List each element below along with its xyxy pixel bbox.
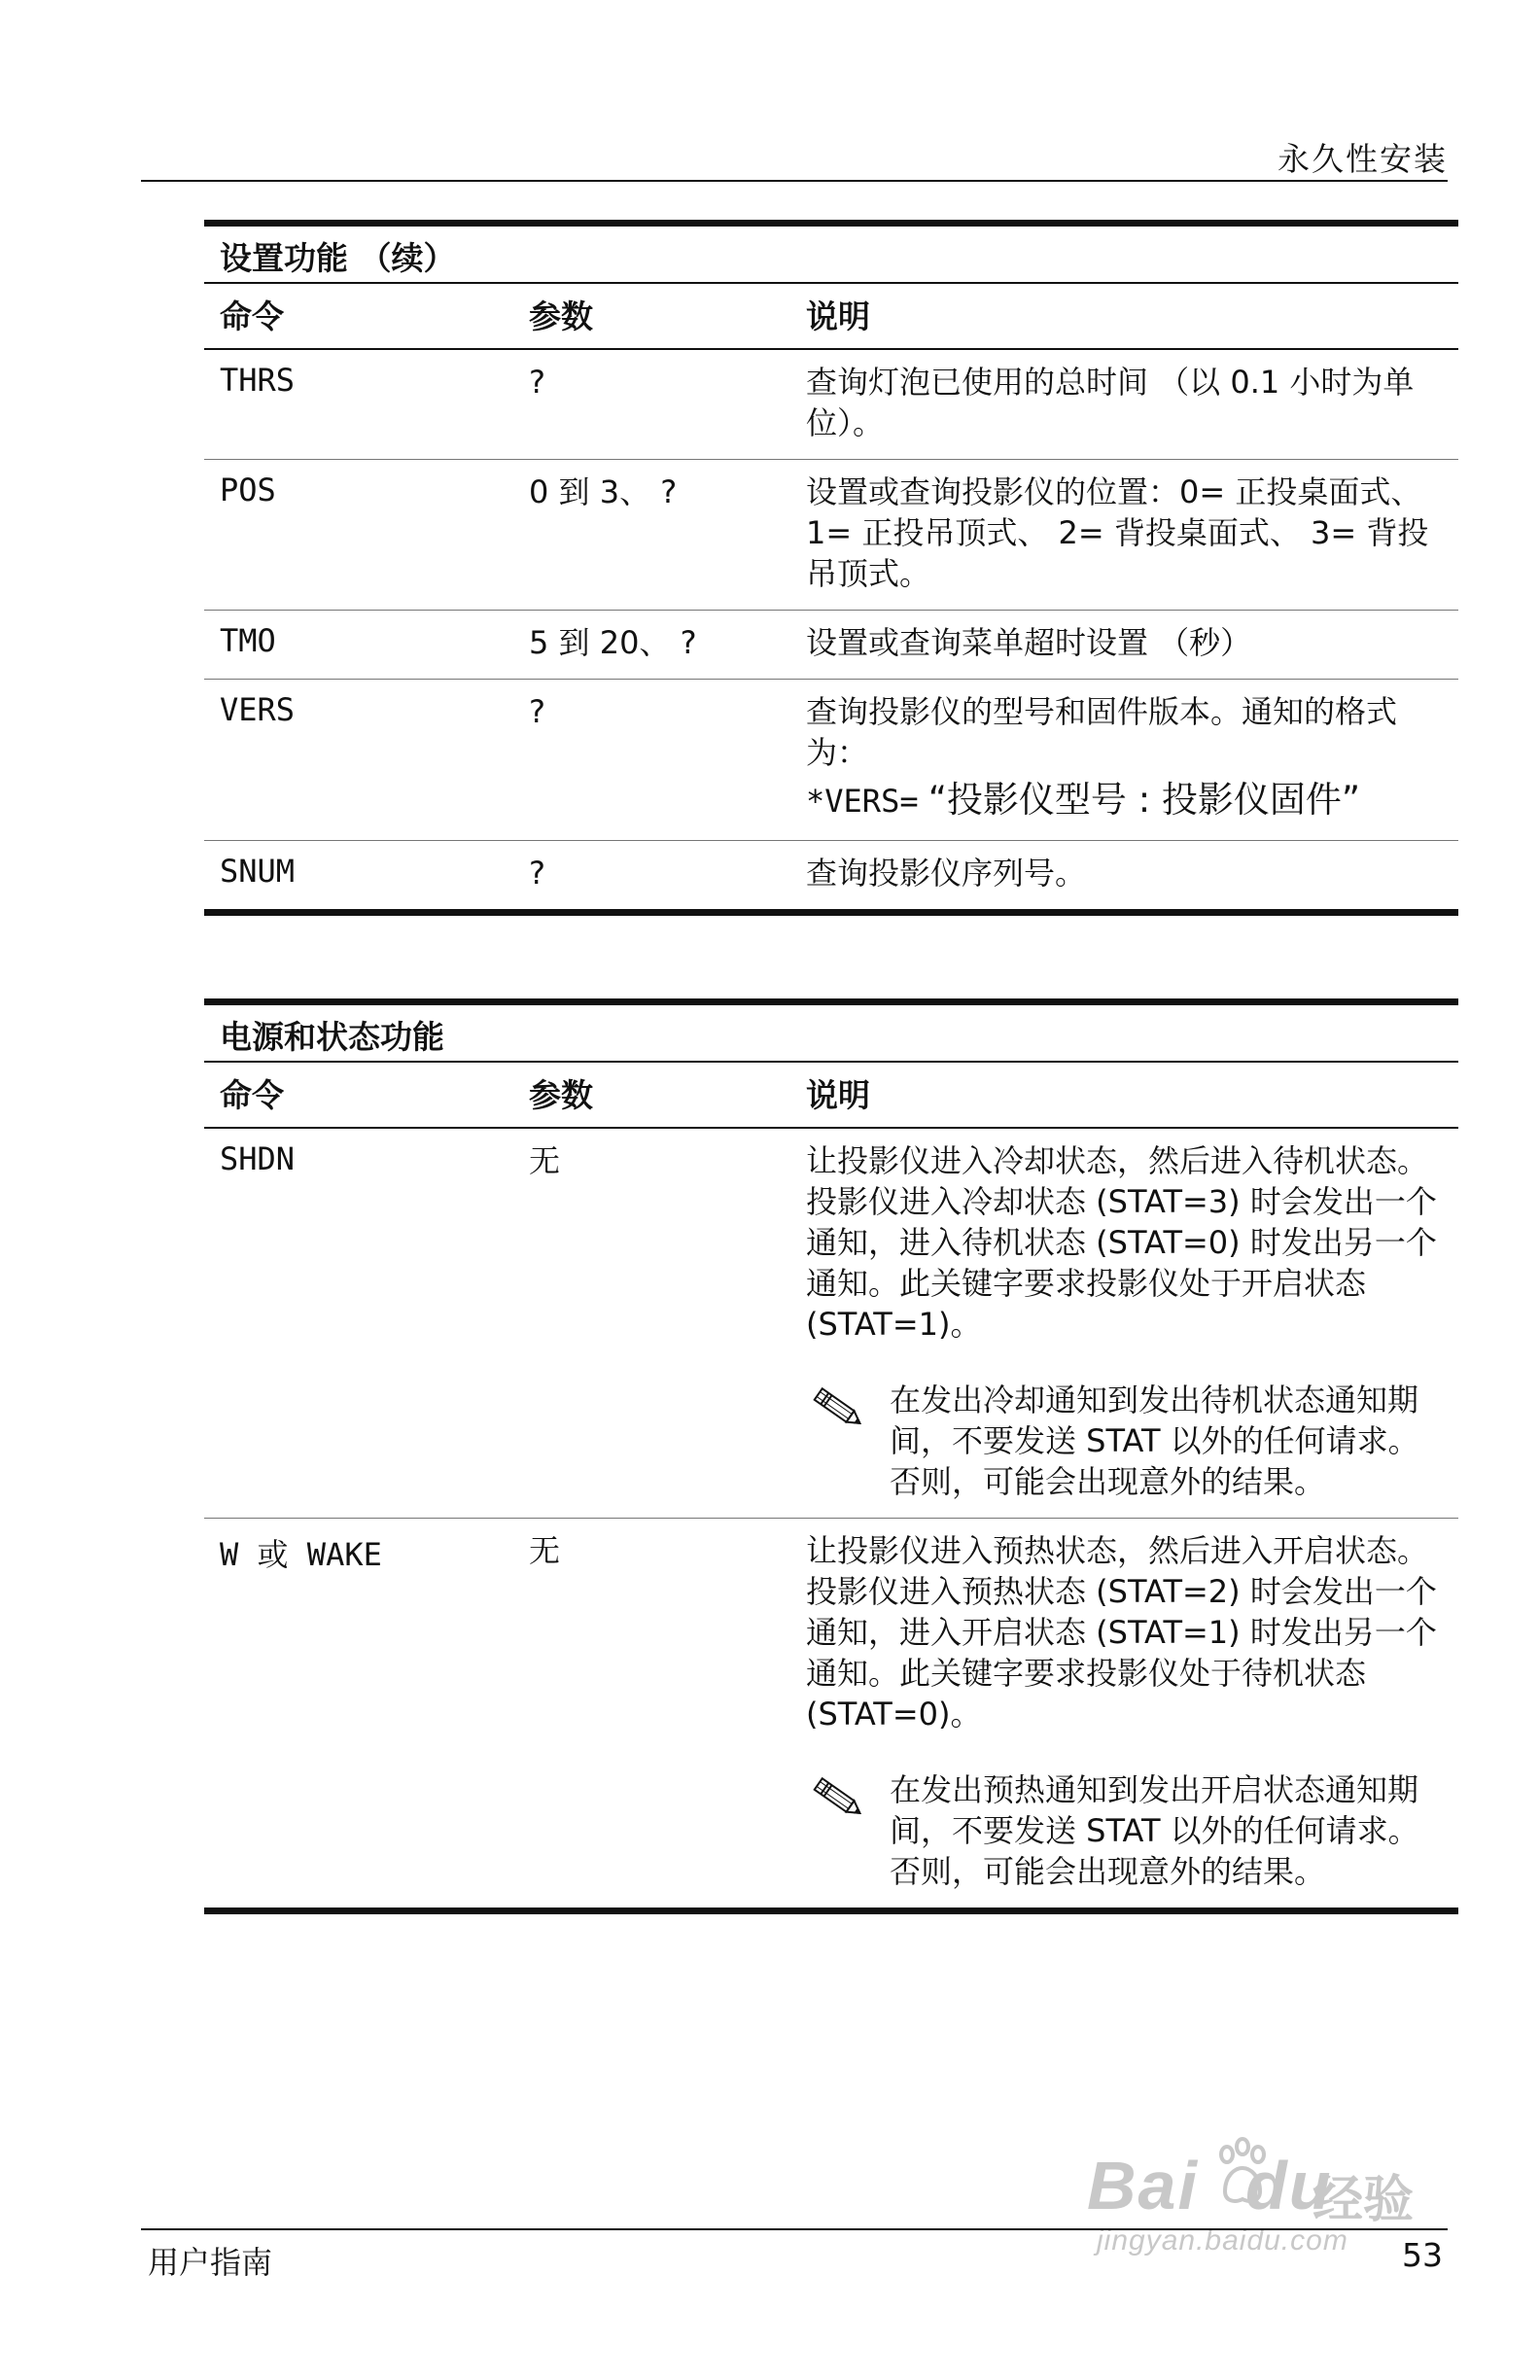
command-cell: TMO: [220, 622, 276, 659]
command-cell: SNUM: [220, 853, 296, 890]
table-row: [204, 1129, 1458, 1519]
paw-icon: [1213, 2137, 1272, 2220]
param-cell: ?: [529, 693, 545, 730]
format-line: [806, 777, 1445, 824]
description-cell: [806, 1129, 1458, 1518]
description-cell: [806, 1519, 1458, 1908]
power-status-table: [204, 998, 1458, 1914]
param-cell: ?: [529, 364, 545, 401]
column-header-description: 说明: [806, 298, 870, 335]
table-title: 设置功能 （续）: [204, 220, 1458, 284]
description-cell: 设置或查询投影仪的位置：0= 正投桌面式、 1= 正投吊顶式、 2= 背投桌面式、 3= 背投吊顶式。: [806, 473, 1429, 592]
param-cell: ?: [529, 855, 545, 892]
table-header: [204, 1063, 1458, 1129]
table-row: [204, 1519, 1458, 1914]
table-title: 电源和状态功能: [204, 998, 1458, 1063]
column-header-params: 参数: [529, 1076, 593, 1114]
description-text: 让投影仪进入预热状态，然后进入开启状态。投影仪进入预热状态 (STAT=2) 时会发出一个通知，进入开启状态 (STAT=1) 时发出另一个通知。此关键字要求投影仪处于待机状态 (STAT=0)。: [806, 1532, 1437, 1732]
param-cell: 0 到 3、 ?: [529, 473, 678, 510]
column-header-command: 命令: [220, 298, 284, 335]
footer-rule: [141, 2228, 1448, 2230]
watermark-url: jingyan.baidu.com: [1097, 2224, 1348, 2257]
table-row: [204, 460, 1458, 611]
param-cell: 5 到 20、 ?: [529, 624, 697, 661]
format-prefix: *VERS=: [806, 783, 919, 820]
description-cell: 查询灯泡已使用的总时间 （以 0.1 小时为单位）。: [806, 364, 1415, 441]
page-number: 53: [1402, 2236, 1443, 2274]
note: [806, 1769, 1445, 1892]
pencil-note-icon: [806, 1769, 890, 1892]
command-cell: THRS: [220, 362, 296, 399]
command-cell: W 或 WAKE: [220, 1536, 382, 1573]
table-row: [204, 841, 1458, 916]
description-cell: 设置或查询菜单超时设置 （秒）: [806, 624, 1252, 661]
description-cell: 查询投影仪序列号。: [806, 855, 1087, 892]
column-header-description: 说明: [806, 1076, 870, 1114]
note-text: 在发出预热通知到发出开启状态通知期间，不要发送 STAT 以外的任何请求。否则，可能会出现意外的结果。: [890, 1771, 1419, 1890]
watermark-cn: 经验: [1312, 2172, 1415, 2228]
note-text: 在发出冷却通知到发出待机状态通知期间，不要发送 STAT 以外的任何请求。否则，可能会出现意外的结果。: [890, 1382, 1419, 1500]
command-cell: POS: [220, 472, 276, 508]
description-text: 让投影仪进入冷却状态，然后进入待机状态。投影仪进入冷却状态 (STAT=3) 时会发出一个通知，进入待机状态 (STAT=0) 时发出另一个通知。此关键字要求投影仪处于开启状态 (STAT=1)。: [806, 1142, 1437, 1343]
pencil-note-icon: [806, 1380, 890, 1502]
column-header-params: 参数: [529, 298, 593, 335]
command-cell: VERS: [220, 691, 296, 728]
command-cell: SHDN: [220, 1140, 296, 1177]
header-rule: [141, 180, 1448, 182]
table-row: [204, 350, 1458, 460]
param-cell: 无: [529, 1532, 561, 1569]
description-text: 查询投影仪的型号和固件版本。通知的格式为：: [806, 693, 1398, 771]
table-header: [204, 284, 1458, 350]
column-header-command: 命令: [220, 1076, 284, 1114]
running-head: 永久性安装: [1278, 140, 1448, 178]
table-row: [204, 680, 1458, 841]
note: [806, 1380, 1445, 1502]
table-row: [204, 611, 1458, 680]
description-cell: [806, 680, 1458, 840]
footer-guide-title: 用户指南: [148, 2244, 273, 2281]
param-cell: 无: [529, 1142, 561, 1179]
watermark-brand: Bai du: [1087, 2148, 1333, 2223]
settings-table: [204, 220, 1458, 916]
format-value: “投影仪型号 : 投影仪固件”: [928, 779, 1361, 821]
